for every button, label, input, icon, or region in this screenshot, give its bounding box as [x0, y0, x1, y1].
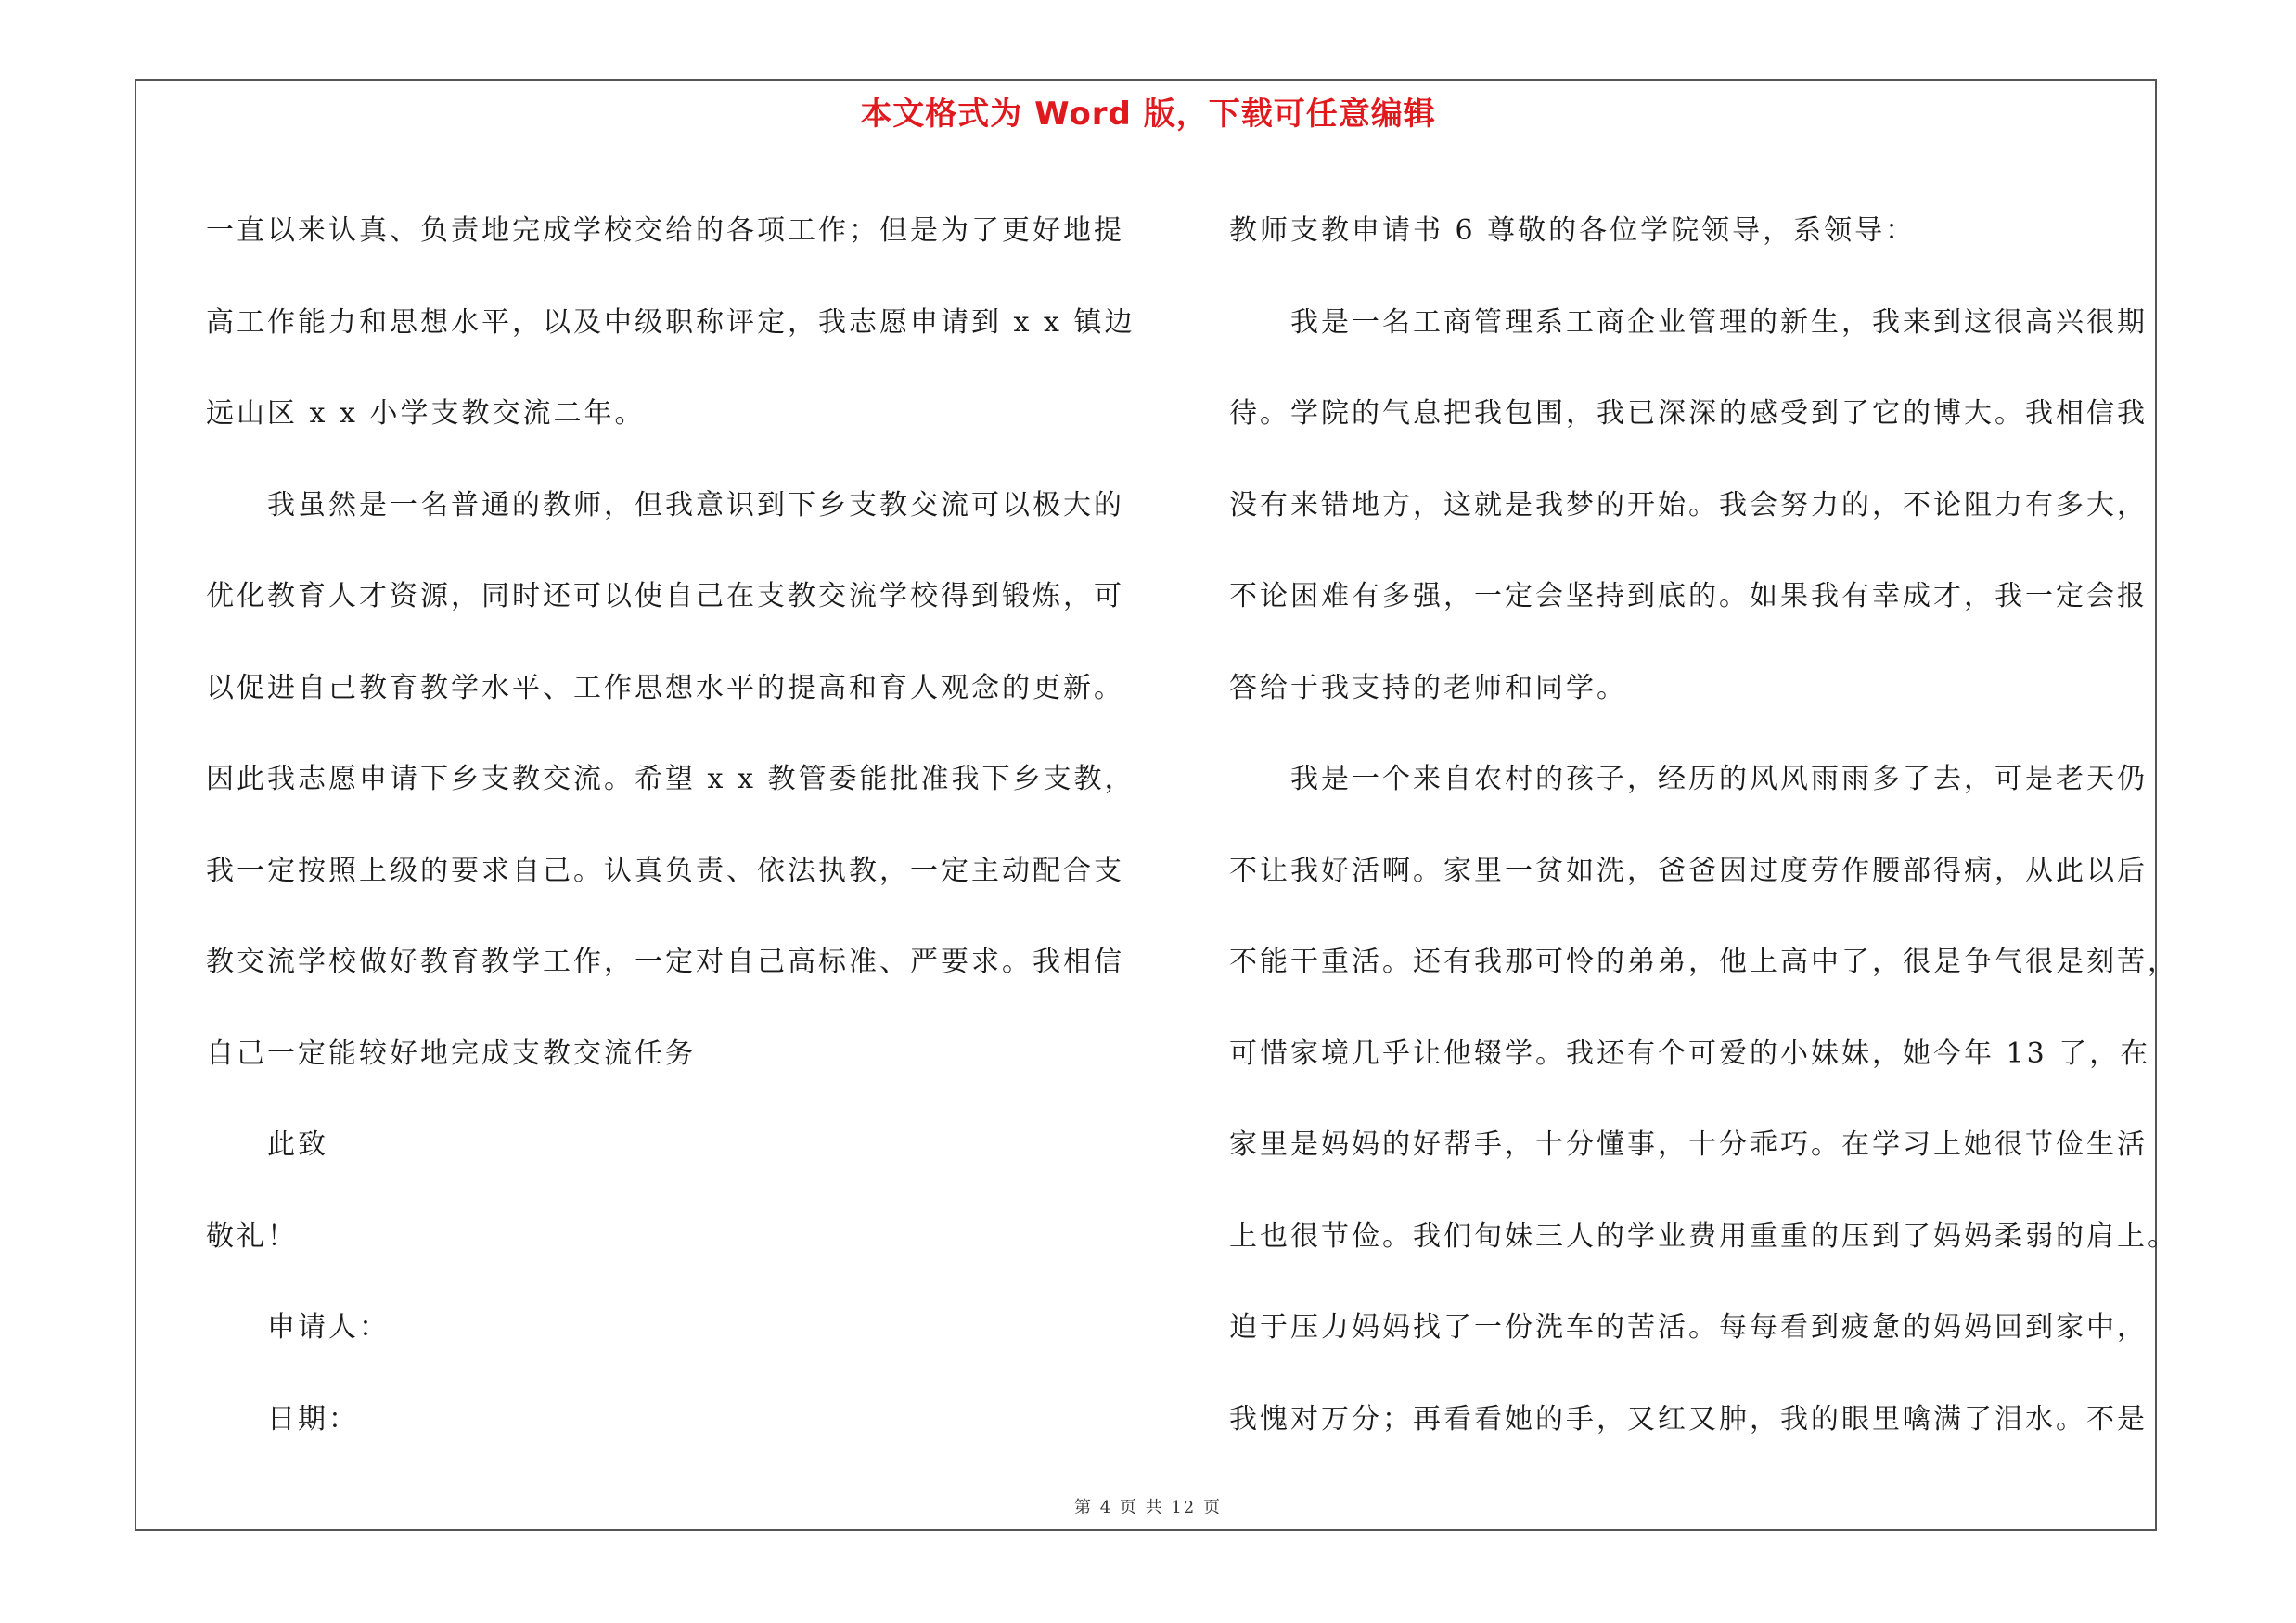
date-label: 日期： [267, 1402, 359, 1436]
page-number: 第 4 页 共 12 页 [1074, 1498, 1222, 1517]
closing-salutation: 此致 [267, 1128, 328, 1161]
applicant-label: 申请人： [267, 1311, 390, 1344]
text-line: 一直以来认真、负责地完成学校交给的各项工作；但是为了更好地提 [206, 214, 1124, 247]
text-line: 迫于压力妈妈找了一份洗车的苦活。每每看到疲惫的妈妈回到家中， [1229, 1311, 2148, 1344]
text-line: 家里是妈妈的好帮手，十分懂事，十分乖巧。在学习上她很节俭生活 [1229, 1128, 2148, 1161]
text-line: 我愧对万分；再看看她的手，又红又肿，我的眼里噙满了泪水。不是 [1229, 1402, 2148, 1436]
text-line: 自己一定能较好地完成支教交流任务 [206, 1037, 696, 1070]
letter-heading: 教师支教申请书 6 尊敬的各位学院领导，系领导： [1229, 214, 1917, 247]
text-line: 待。学院的气息把我包围，我已深深的感受到了它的博大。我相信我 [1229, 397, 2148, 430]
text-line: 远山区 x x 小学支教交流二年。 [206, 397, 646, 430]
text-line: 不论困难有多强，一定会坚持到底的。如果我有幸成才，我一定会报 [1229, 580, 2148, 612]
text-line: 高工作能力和思想水平，以及中级职称评定，我志愿申请到 x x 镇边 [206, 305, 1135, 339]
text-line: 可惜家境几乎让他辍学。我还有个可爱的小妹妹，她今年 13 了，在 [1229, 1037, 2151, 1070]
text-line: 不让我好活啊。家里一贫如洗，爸爸因过度劳作腰部得病，从此以后 [1229, 854, 2148, 887]
text-line: 我是一名工商管理系工商企业管理的新生，我来到这很高兴很期 [1290, 305, 2148, 339]
text-line: 没有来错地方，这就是我梦的开始。我会努力的，不论阻力有多大， [1229, 488, 2148, 522]
text-line: 以促进自己教育教学水平、工作思想水平的提高和育人观念的更新。 [206, 671, 1124, 704]
text-line: 我一定按照上级的要求自己。认真负责、依法执教，一定主动配合支 [206, 854, 1124, 887]
text-line: 因此我志愿申请下乡支教交流。希望 x x 教管委能批准我下乡支教， [206, 763, 1135, 795]
text-line: 我是一个来自农村的孩子，经历的风风雨雨多了去，可是老天仍 [1290, 763, 2148, 795]
right-column [1229, 186, 2178, 1465]
text-line: 教交流学校做好教育教学工作，一定对自己高标准、严要求。我相信 [206, 946, 1124, 978]
text-line: 不能干重活。还有我那可怜的弟弟，他上高中了，很是争气很是刻苦， [1229, 946, 2178, 978]
left-column [206, 186, 1152, 1465]
text-line: 上也很节俭。我们旬妹三人的学业费用重重的压到了妈妈柔弱的肩上。 [1229, 1219, 2178, 1253]
closing-regards: 敬礼！ [206, 1219, 298, 1253]
text-line: 优化教育人才资源，同时还可以使自己在支教交流学校得到锻炼，可 [206, 580, 1124, 612]
document-banner: 本文格式为 Word 版，下载可任意编辑 [860, 96, 1436, 133]
text-line: 答给于我支持的老师和同学。 [1229, 671, 1627, 704]
text-line: 我虽然是一名普通的教师，但我意识到下乡支教交流可以极大的 [267, 488, 1124, 522]
